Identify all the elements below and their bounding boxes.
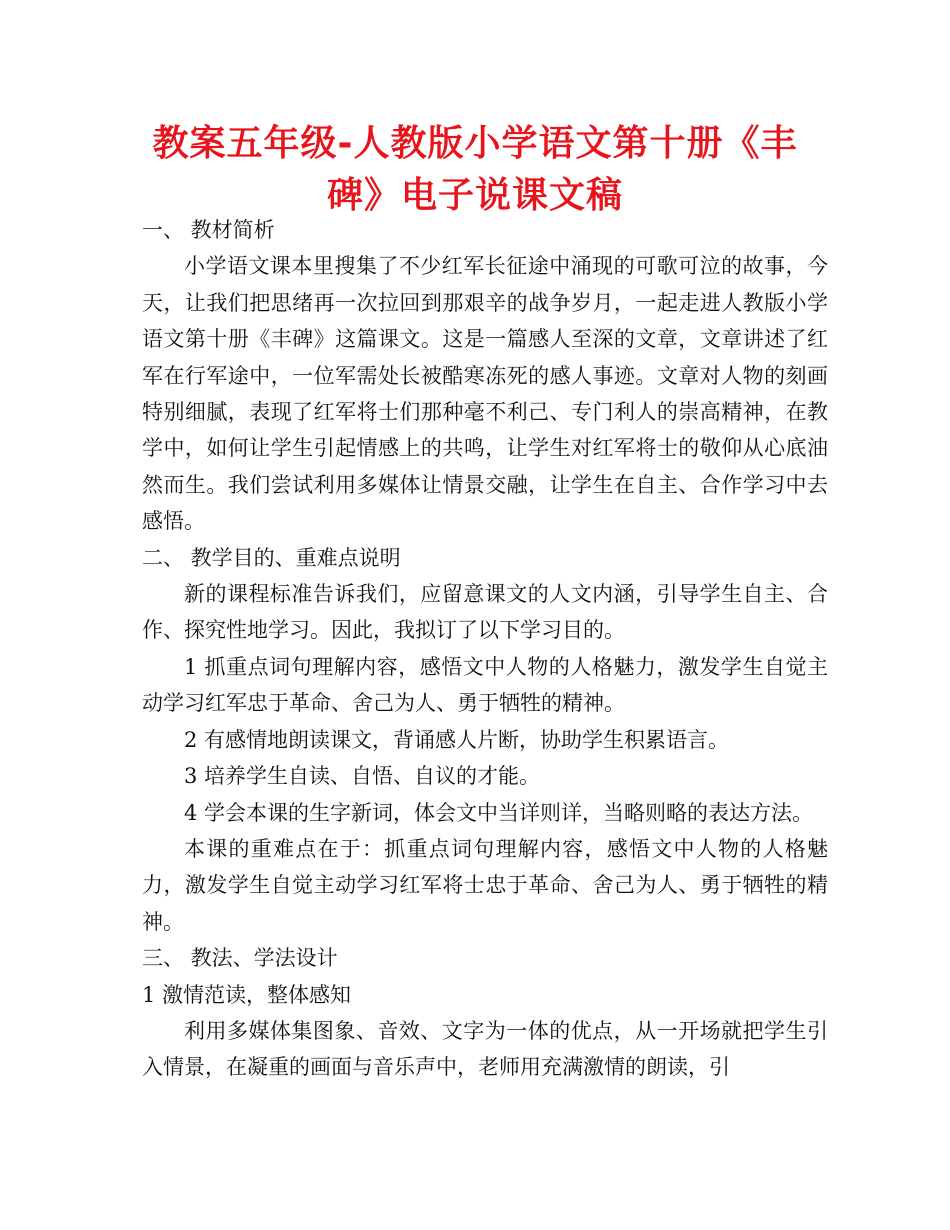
goal-item-4: 4 学会本课的生字新词，体会文中当详则详，当略则略的表达方法。 [184,800,814,825]
goal-item-2: 2 有感情地朗读课文，背诵感人片断，协助学生积累语言。 [184,727,730,752]
goal-item-3: 3 培养学生自读、自悟、自议的才能。 [184,764,541,789]
paragraph-curriculum-intro: 新的课程标准告诉我们，应留意课文的人文内涵，引导学生自主、合作、探究性地学习。因此，我拟订了以下学习目的。 [142,582,828,643]
paragraph-method-1: 利用多媒体集图象、音效、文字为一体的优点，从一开场就把学生引入情景，在凝重的画面与音乐声中，老师用充满激情的朗读，引 [142,1018,828,1080]
paragraph-textbook-analysis: 小学语文课本里搜集了不少红军长征途中涌现的可歌可泣的故事，今天，让我们把思绪再一次拉回到那艰辛的战争岁月，一起走进人教版小学语文第十册《丰碑》这篇课文。这是一篇感人至深的文章，文章讲述了红军在行军途中，一位军需处长被酷寒冻死的感人事迹。文章对人物的刻画特别细腻，表现了红军将士们那种毫不利己、专门利人的崇高精神，在教学中，如何让学生引起情感上的共鸣，让学生对红军将士的敬仰从心底油然而生。我们尝试利用多媒体让情景交融，让学生在自主、合作学习中去感悟。 [142,254,828,534]
method-heading-1: 1 激情范读，整体感知 [142,982,352,1007]
paragraph-key-points: 本课的重难点在于：抓重点词句理解内容，感悟文中人物的人格魅力，激发学生自觉主动学习红军将士忠于革命、舍己为人、勇于牺牲的精神。 [142,836,828,934]
document-body [142,212,828,1086]
goal-item-1: 1 抓重点词句理解内容，感悟文中人物的人格魅力，激发学生自觉主动学习红军忠于革命、舍己为人、勇于牺牲的精神。 [142,654,828,716]
section-heading-2: 二、 教学目的、重难点说明 [142,545,401,570]
section-heading-3: 三、 教法、学法设计 [142,946,338,971]
section-heading-1: 一、 教材简析 [142,218,275,242]
document-title: 教案五年级-人教版小学语文第十册《丰碑》电子说课文稿 [152,123,798,216]
